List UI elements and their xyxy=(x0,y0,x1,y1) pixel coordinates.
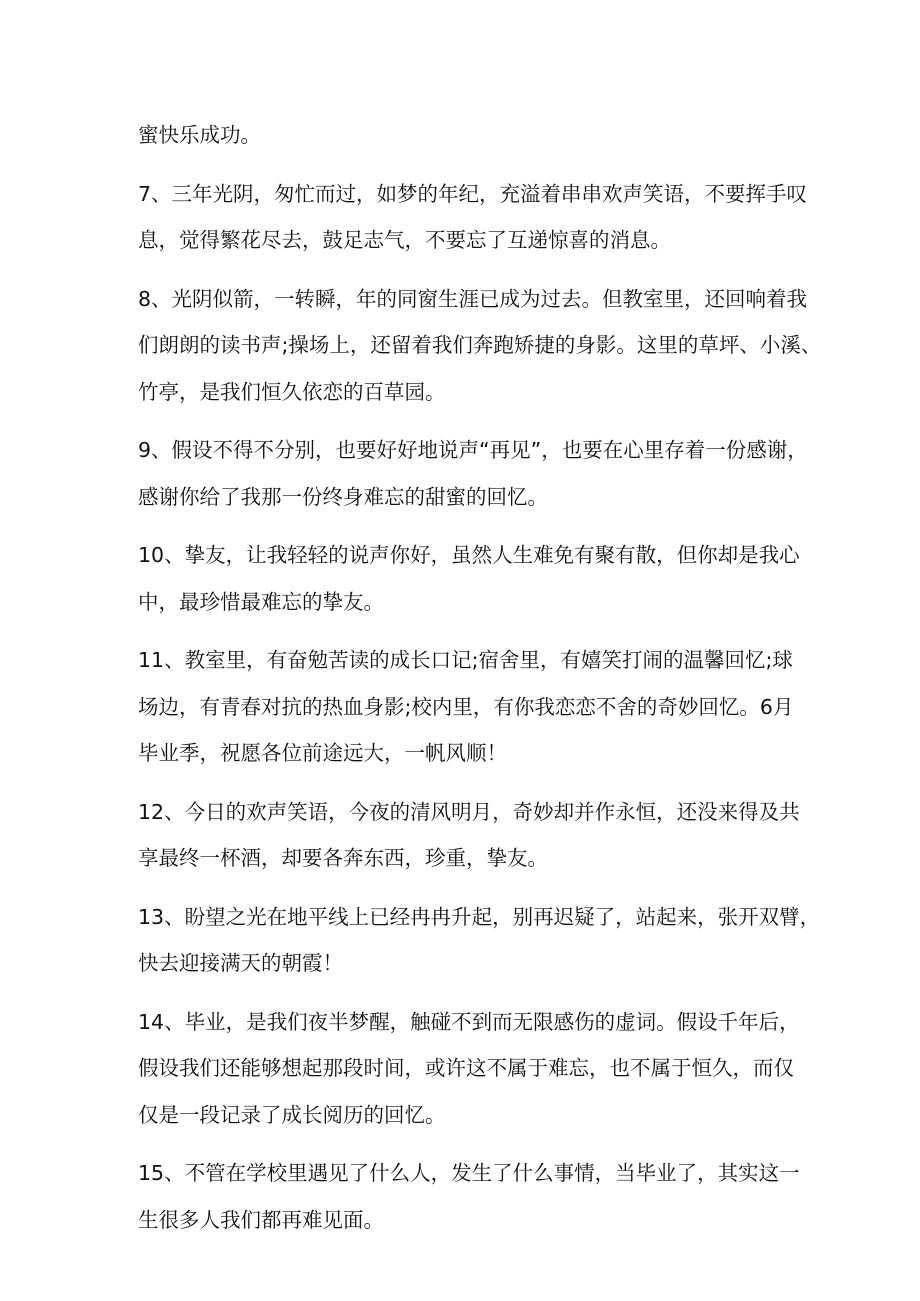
paragraph-13 xyxy=(138,894,821,987)
text-line: 11、教室里，有奋勉苦读的成长口记;宿舍里，有嬉笑打闹的温馨回忆;球 xyxy=(138,648,793,672)
text-line: 们朗朗的读书声;操场上，还留着我们奔跑矫捷的身影。这里的草坪、小溪、 xyxy=(138,333,822,357)
text-line: 12、今日的欢声笑语，今夜的清风明月，奇妙却并作永恒，还没来得及共 xyxy=(138,799,800,824)
text-line: 仅是一段记录了成长阅历的回忆。 xyxy=(138,1102,446,1127)
text-line: 息，觉得繁花尽去，鼓足志气，不要忘了互递惊喜的消息。 xyxy=(138,228,671,252)
text-line: 感谢你给了我那一份终身难忘的甜蜜的回忆。 xyxy=(138,484,548,509)
text-line: 15、不管在学校里遇见了什么人，发生了什么事情，当毕业了，其实这一 xyxy=(138,1161,800,1185)
text-line: 场边，有青春对抗的热血身影;校内里，有你我恋恋不舍的奇妙回忆。6月 xyxy=(138,694,794,719)
paragraph-12 xyxy=(138,789,800,882)
paragraph-continuation xyxy=(138,112,800,159)
text-line: 享最终一杯酒，却要各奔东西，珍重，挚友。 xyxy=(138,846,548,870)
text-line: 9、假设不得不分别，也要好好地说声“再见”，也要在心里存着一份感谢， xyxy=(138,438,808,462)
text-line: 毕业季，祝愿各位前途远大，一帆风顺！ xyxy=(138,741,507,765)
paragraph-15 xyxy=(138,1150,800,1243)
text-line: 8、光阴似箭，一转瞬，年的同窗生涯已成为过去。但教室里，还回响着我 xyxy=(138,286,808,311)
paragraph-11 xyxy=(138,637,800,777)
paragraph-9 xyxy=(138,427,808,520)
paragraph-14 xyxy=(138,999,800,1139)
document-body xyxy=(138,112,822,1255)
text-line: 7、三年光阴，匆忙而过，如梦的年纪，充溢着串串欢声笑语，不要挥手叹 xyxy=(138,181,808,206)
text-line: 生很多人我们都再难见面。 xyxy=(138,1207,384,1232)
text-line: 快去迎接满天的朝霞！ xyxy=(138,951,343,975)
text-line: 13、盼望之光在地平线上已经冉冉升起，别再迟疑了，站起来，张开双臂， xyxy=(138,904,821,929)
text-line: 竹亭，是我们恒久依恋的百草园。 xyxy=(138,379,446,404)
text-line: 蜜快乐成功。 xyxy=(138,123,261,147)
paragraph-10 xyxy=(138,532,800,625)
paragraph-7 xyxy=(138,171,808,264)
text-line: 假设我们还能够想起那段时间，或许这不属于难忘，也不属于恒久，而仅 xyxy=(138,1056,794,1080)
text-line: 中，最珍惜最难忘的挚友。 xyxy=(138,589,384,614)
paragraph-8 xyxy=(138,276,822,416)
text-line: 10、挚友，让我轻轻的说声你好，虽然人生难免有聚有散，但你却是我心 xyxy=(138,543,800,567)
text-line: 14、毕业，是我们夜半梦醒，触碰不到而无限感伤的虚词。假设千年后， xyxy=(138,1009,800,1034)
